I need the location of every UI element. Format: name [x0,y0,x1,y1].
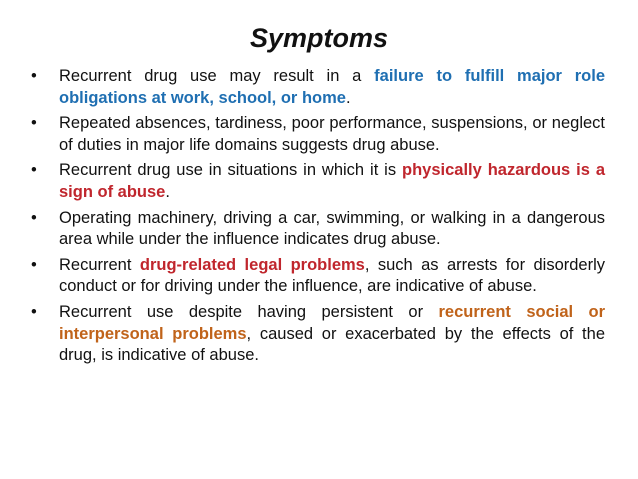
bullet-text-end: . [165,182,170,201]
bullet-text-end: , caused or exacerbated by the effects of the drug, is indicative of abuse. [59,324,605,365]
highlight-text: physically hazardous is a sign of abuse [59,161,605,201]
highlight-text: drug-related legal problems [139,255,365,274]
bullet-dot-icon: • [31,67,37,85]
bullet-list [31,66,605,371]
bullet-item-6 [31,302,605,367]
bullet-dot-icon: • [31,255,37,274]
slide-title: Symptoms [249,23,389,53]
bullet-text: Repeated absences, tardiness, poor performance, suspensions, or neglect of duties in major life domains suggests drug abuse. [59,114,605,154]
bullet-dot-icon: • [31,208,37,227]
bullet-item-3 [31,160,605,203]
bullet-dot-icon: • [31,114,37,133]
bullet-text-end: , such as arrests for disorderly conduct or for driving under the influence, are indicative of abuse. [59,255,606,296]
bullet-dot-icon: • [31,161,37,180]
bullet-text-end: . [345,88,351,107]
bullet-text: Operating machinery, driving a car, swimming, or walking in a dangerous area while under the influence indicates drug abuse. [59,208,605,249]
bullet-dot-icon: • [31,302,37,321]
highlight-text: recurrent social or interpersonal problems [59,302,606,343]
bullet-text: Recurrent drug use may result in a [59,67,375,85]
bullet-item-2 [31,113,605,156]
bullet-text: Recurrent use despite having persistent or [59,302,439,321]
highlight-text: failure to fulfill major role obligations at work, school, or home [59,67,606,107]
bullet-item-5 [31,255,605,298]
bullet-item-1 [31,66,605,109]
bullet-text: Recurrent drug use in situations in which it is [59,161,403,180]
bullet-item-4 [31,208,605,251]
bullet-text: Recurrent [59,255,140,274]
